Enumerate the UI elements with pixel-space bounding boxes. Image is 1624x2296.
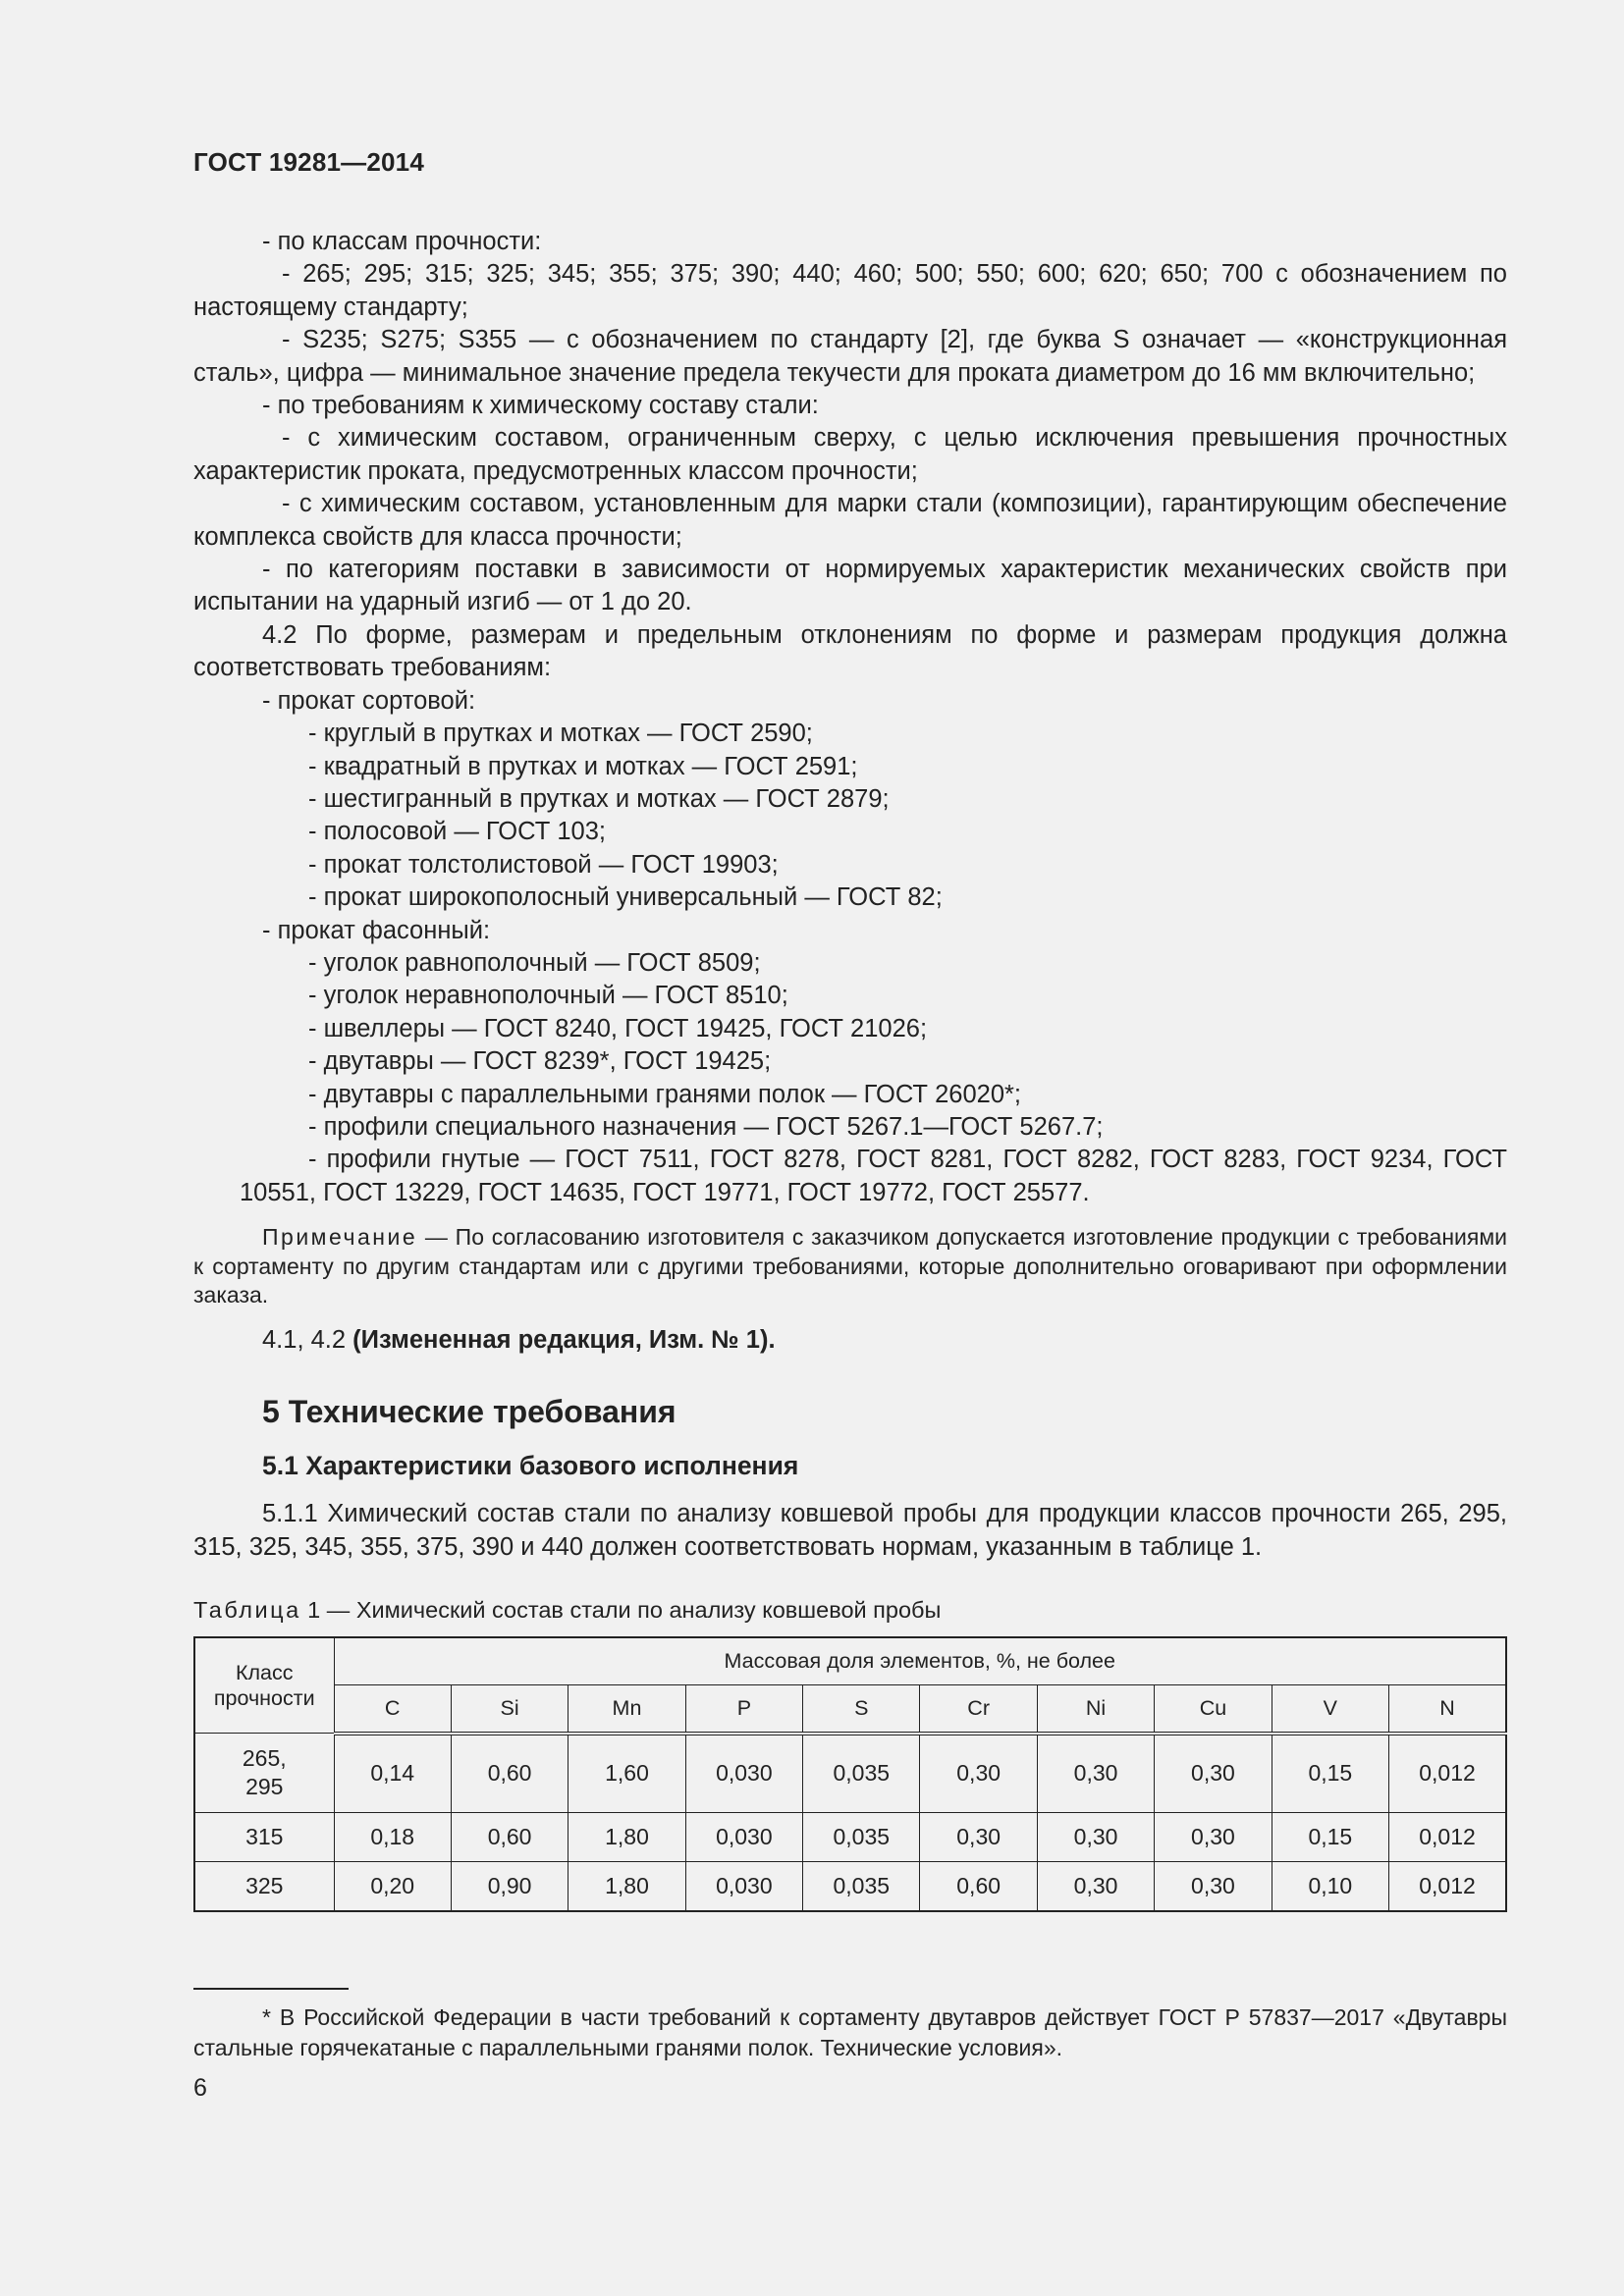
class-cell: 315 (194, 1812, 334, 1861)
paragraph: 5.1.1 Химический состав стали по анализу ковшевой пробы для продукции классов прочности 265, 295, 315, 325, 345, 355, 375, 390 и 440 должен соответствовать нормам, указанным в таблице 1. (193, 1500, 1507, 1561)
document-header: ГОСТ 19281—2014 (193, 147, 424, 177)
value-cell: 0,90 (451, 1861, 568, 1911)
value-cell: 1,60 (568, 1734, 685, 1813)
note (193, 1223, 1507, 1310)
value-cell: 0,30 (1155, 1812, 1272, 1861)
table-caption (193, 1595, 1507, 1625)
header-mass-fraction: Массовая доля элементов, %, не более (334, 1637, 1506, 1685)
note-text: — По согласованию изготовителя с заказчиком допускается изготовление продукции с требованиями к сортаменту по другим стандартам или с другими требованиями, которые дополнительно оговаривают при оформлении заказа. (193, 1224, 1507, 1308)
list-item: - прокат широкополосный универсальный — ГОСТ 82; (308, 883, 943, 912)
header-element: Cu (1155, 1684, 1272, 1734)
value-cell: 0,030 (685, 1812, 802, 1861)
value-cell: 0,14 (334, 1734, 451, 1813)
list-item: - двутавры с параллельными гранями полок — ГОСТ 26020*; (308, 1080, 1022, 1108)
subsection-title: 5.1 Характеристики базового исполнения (262, 1451, 799, 1481)
value-cell: 0,30 (1037, 1812, 1154, 1861)
paragraph: 4.2 По форме, размерам и предельным отклонениям по форме и размерам продукция должна соответствовать требованиям: (193, 620, 1507, 682)
list-item: - круглый в прутках и мотках — ГОСТ 2590; (308, 720, 813, 748)
value-cell: 0,012 (1389, 1861, 1506, 1911)
header-element: V (1272, 1684, 1388, 1734)
header-element: Si (451, 1684, 568, 1734)
list-item: - шестигранный в прутках и мотках — ГОСТ 2879; (308, 784, 890, 813)
value-cell: 0,60 (920, 1861, 1037, 1911)
table-caption-text: 1 — Химический состав стали по анализу ковшевой пробы (300, 1596, 942, 1623)
list-item: - квадратный в прутках и мотках — ГОСТ 2591; (308, 752, 858, 780)
list-heading: - прокат фасонный: (262, 916, 491, 944)
chemical-composition-table (193, 1636, 1507, 1912)
value-cell: 0,012 (1389, 1734, 1506, 1813)
class-cell: 325 (194, 1861, 334, 1911)
header-element: Ni (1037, 1684, 1154, 1734)
value-cell: 0,30 (920, 1734, 1037, 1813)
list-item: - прокат толстолистовой — ГОСТ 19903; (308, 850, 779, 879)
value-cell: 0,10 (1272, 1861, 1388, 1911)
paragraph: - по требованиям к химическому составу стали: (262, 392, 819, 420)
list-heading: - прокат сортовой: (262, 686, 476, 715)
footnote: * В Российской Федерации в части требований к сортаменту двутавров действует ГОСТ Р 57837—2017 «Двутавры стальные горячекатаные с параллельными гранями полок. Технические условия». (193, 2004, 1507, 2060)
value-cell: 0,18 (334, 1812, 451, 1861)
class-cell: 265, 295 (194, 1734, 334, 1813)
amendment-text: (Измененная редакция, Изм. № 1). (352, 1325, 776, 1354)
value-cell: 0,30 (1037, 1861, 1154, 1911)
header-element: C (334, 1684, 451, 1734)
paragraph: - по классам прочности: (262, 228, 542, 255)
paragraph: - с химическим составом, ограниченным сверху, с целью исключения превышения прочностных характеристик проката, предусмотренных классом прочности; (193, 424, 1507, 485)
value-cell: 0,60 (451, 1734, 568, 1813)
value-cell: 0,035 (803, 1734, 920, 1813)
value-cell: 0,30 (1037, 1734, 1154, 1813)
note-label: Примечание (262, 1224, 418, 1251)
value-cell: 0,030 (685, 1861, 802, 1911)
amendment-ref: 4.1, 4.2 (262, 1325, 353, 1354)
header-element: S (803, 1684, 920, 1734)
table-caption-label: Таблица (193, 1596, 301, 1623)
list-item: - двутавры — ГОСТ 8239*, ГОСТ 19425; (308, 1047, 772, 1076)
value-cell: 0,60 (451, 1812, 568, 1861)
list-item: - уголок равнополочный — ГОСТ 8509; (308, 948, 761, 977)
value-cell: 0,030 (685, 1734, 802, 1813)
table-row (194, 1861, 1506, 1911)
page-content (193, 226, 1507, 1912)
value-cell: 0,035 (803, 1861, 920, 1911)
list-item: - профили гнутые — ГОСТ 7511, ГОСТ 8278, ГОСТ 8281, ГОСТ 8282, ГОСТ 8283, ГОСТ 9234, ГОСТ 10551, ГОСТ 13229, ГОСТ 14635, ГОСТ 19771, ГОСТ 19772, ГОСТ 25577. (240, 1146, 1507, 1206)
header-element: Cr (920, 1684, 1037, 1734)
value-cell: 0,035 (803, 1812, 920, 1861)
value-cell: 0,15 (1272, 1734, 1388, 1813)
value-cell: 0,30 (1155, 1861, 1272, 1911)
value-cell: 0,15 (1272, 1812, 1388, 1861)
table-row (194, 1734, 1506, 1813)
list-item: - уголок неравнополочный — ГОСТ 8510; (308, 982, 788, 1010)
header-element: P (685, 1684, 802, 1734)
page-number: 6 (193, 2074, 207, 2102)
table-row (194, 1812, 1506, 1861)
header-element: Mn (568, 1684, 685, 1734)
header-class: Класс прочности (194, 1637, 334, 1734)
paragraph: - S235; S275; S355 — с обозначением по стандарту [2], где буква S означает — «конструкционная сталь», цифра — минимальное значение предела текучести для проката диаметром до 16 мм включительно; (193, 326, 1507, 387)
paragraph: - по категориям поставки в зависимости от нормируемых характеристик механических свойств при испытании на ударный изгиб — от 1 до 20. (193, 556, 1507, 616)
amendment-note (193, 1324, 1507, 1357)
section-title: 5 Технические требования (262, 1394, 677, 1430)
value-cell: 1,80 (568, 1812, 685, 1861)
header-element: N (1389, 1684, 1506, 1734)
footnote-divider (193, 1988, 349, 1990)
list-item: - профили специального назначения — ГОСТ 5267.1—ГОСТ 5267.7; (308, 1112, 1104, 1141)
value-cell: 1,80 (568, 1861, 685, 1911)
list-item: - швеллеры — ГОСТ 8240, ГОСТ 19425, ГОСТ 21026; (308, 1014, 928, 1042)
value-cell: 0,30 (1155, 1734, 1272, 1813)
value-cell: 0,012 (1389, 1812, 1506, 1861)
list-item: - полосовой — ГОСТ 103; (308, 818, 606, 846)
paragraph: - 265; 295; 315; 325; 345; 355; 375; 390; 440; 460; 500; 550; 600; 620; 650; 700 с обозначением по настоящему стандарту; (193, 260, 1507, 321)
paragraph: - с химическим составом, установленным для марки стали (композиции), гарантирующим обеспечение комплекса свойств для класса прочности; (193, 490, 1507, 551)
value-cell: 0,30 (920, 1812, 1037, 1861)
value-cell: 0,20 (334, 1861, 451, 1911)
